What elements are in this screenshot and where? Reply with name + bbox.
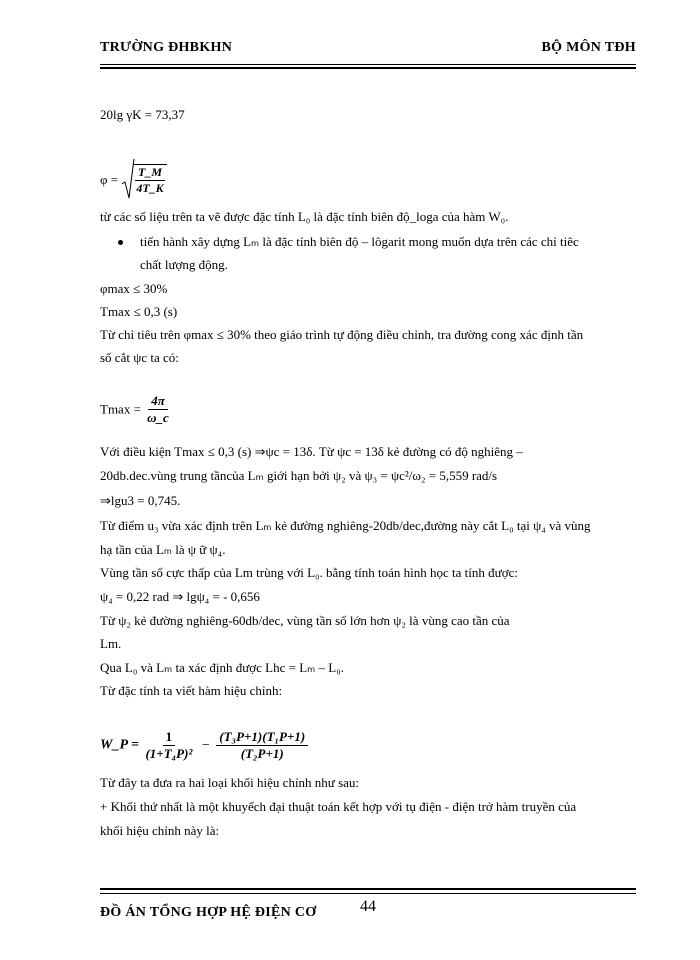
header-department: BỘ MÔN TĐH xyxy=(541,40,636,55)
para-8-line-2: Lm. xyxy=(100,636,122,651)
eq-tmax xyxy=(100,393,172,426)
para-8-line-1: Từ ψ₂ kẻ đường nghiêng-60db/dec, vùng tần số lớn hơn ψ₂ là vùng cao tần của xyxy=(100,613,510,628)
eq-gain: 20lg γK = 73,37 xyxy=(100,107,185,122)
eq-wp-f1-num: 1 xyxy=(163,729,176,746)
eq-wp-f2-den: (T₂P+1) xyxy=(240,746,284,761)
para-4: ⇒lgu3 = 0,745. xyxy=(100,493,181,508)
para-12-line-1: + Khối thứ nhất là một khuyếch đại thuật toán kết hợp với tụ điện - điện trở hàm truyền của xyxy=(100,799,577,814)
eq-tmax-lhs: Tmax = xyxy=(100,401,141,417)
para-7: ψ₄ = 0,22 rad ⇒ lgψ₄ = - 0,656 xyxy=(100,589,260,604)
page-number: 44 xyxy=(360,898,376,915)
page-header xyxy=(100,40,636,60)
para-2-line-2: số cắt ψc ta có: xyxy=(100,350,179,365)
para-11: Từ đây ta đưa ra hai loại khối hiệu chỉnh như sau: xyxy=(100,775,360,790)
bullet-icon xyxy=(118,240,123,245)
condition-time: Tmax ≤ 0,3 (s) xyxy=(100,304,178,319)
eq-wp: W_P = $\frac{1}{\text{(1+T₄P)²}}$ − $\frac{\text{(T₃P+1)(T₁P+1)}}{\text{(T₂P+1)}}$ xyxy=(100,729,308,762)
bullet-line-2: chất lượng động. xyxy=(140,257,228,272)
para-3-line-1: Với điều kiện Tmax ≤ 0,3 (s) ⇒ψc = 13δ. Từ ψc = 13δ kẻ đường có độ nghiêng – xyxy=(100,444,523,459)
bullet-line-1: tiến hành xây dựng Lₘ là đặc tính biên độ – lôgarit mong muốn dựa trên các chỉ tiêc xyxy=(140,234,579,249)
para-2-line-1: Từ chỉ tiêu trên φmax ≤ 30% theo giáo trình tự động điều chỉnh, tra đường cong xác định tần xyxy=(100,327,584,342)
eq-tmax-den: ω_c xyxy=(147,410,169,425)
eq-gamma-den: 4T_K xyxy=(136,181,164,195)
eq-wp-f1-den: (1+T₄P)² xyxy=(145,746,193,761)
para-5-line-1: Từ điểm u₃ vừa xác định trên Lₘ kẻ đường nghiêng-20db/dec,đường này cắt L₀ tại ψ₄ và vùng xyxy=(100,518,591,533)
para-9: Qua L₀ và Lₘ ta xác định được Lhc = Lₘ – L₀. xyxy=(100,660,344,675)
eq-gamma-lhs: φ = xyxy=(100,172,119,187)
footer-rule-thick xyxy=(100,888,636,890)
header-rule-thick xyxy=(100,67,636,69)
para-6: Vùng tần số cực thấp của Lm trùng với L₀. bằng tính toán hình học ta tính được: xyxy=(100,565,518,580)
para-5-line-2: hạ tần của Lₘ là ψ ữ ψ₄. xyxy=(100,542,226,557)
eq-wp-lhs: W_P = xyxy=(100,737,139,753)
header-rule xyxy=(100,64,636,65)
eq-wp-f2-num: (T₃P+1)(T₁P+1) xyxy=(216,729,308,746)
footer-rule xyxy=(100,893,636,894)
eq-tmax-num: 4π xyxy=(148,393,168,410)
para-10: Từ đặc tính ta viết hàm hiệu chỉnh: xyxy=(100,683,283,698)
eq-gamma-num: T_M xyxy=(135,165,165,181)
footer-title: ĐỒ ÁN TỔNG HỢP HỆ ĐIỆN CƠ xyxy=(100,905,317,920)
para-1: từ các số liệu trên ta vẽ được đặc tính L₀ là đặc tính biên độ_loga của hàm W₀. xyxy=(100,209,509,224)
header-school: TRƯỜNG ĐHBKHN xyxy=(100,40,233,55)
para-3-line-2: 20db.dec.vùng trung tầncủa Lₘ giới hạn bởi ψ₂ và ψ₃ = ψc²/ω₂ = 5,559 rad/s xyxy=(100,468,498,483)
condition-overshoot: φmax ≤ 30% xyxy=(100,281,168,296)
para-12-line-2: khối hiệu chỉnh này là: xyxy=(100,823,220,838)
eq-gamma xyxy=(100,158,167,202)
